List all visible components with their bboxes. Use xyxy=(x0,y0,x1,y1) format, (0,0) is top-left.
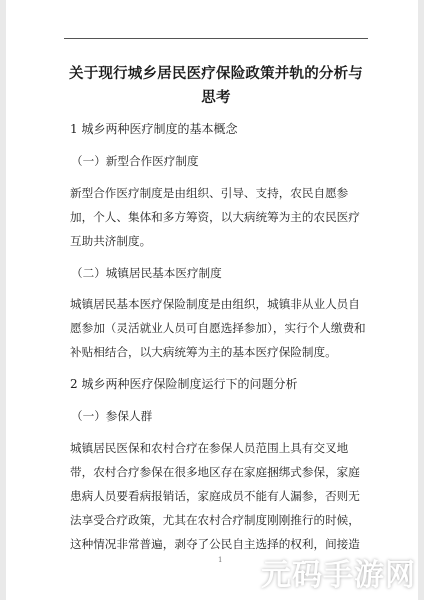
paragraph-line: 带，农村合疗参保在很多地区存在家庭捆绑式参保，家庭 xyxy=(70,465,360,479)
paragraph-line: 这种情况非常普遍，剥夺了公民自主选择的权利，间接造 xyxy=(70,537,360,551)
section-1-heading: 1 城乡两种医疗制度的基本概念 xyxy=(70,122,238,136)
section-2-paragraph-1 xyxy=(70,436,370,556)
paragraph-line: 补贴相结合，以大病统筹为主的基本医疗保险制度。 xyxy=(70,345,337,359)
section-2-subheading-1: （一）参保人群 xyxy=(71,409,153,423)
paragraph-line: 加，个人、集体和多方筹资，以大病统筹为主的农民医疗 xyxy=(70,210,360,224)
paragraph-line: 患病人员要看病报销话，家庭成员不能有人漏参，否则无 xyxy=(70,489,360,503)
page-number: 1 xyxy=(218,556,223,564)
section-1-paragraph-2 xyxy=(70,292,370,364)
section-1-subheading-2: （二）城镇居民基本医疗制度 xyxy=(71,266,222,280)
paragraph-line: 新型合作医疗制度是由组织、引导、支持，农民自愿参 xyxy=(70,186,349,200)
paragraph-line: 城镇居民基本医疗保险制度是由组织，城镇非从业人员自 xyxy=(70,297,360,311)
document-title xyxy=(66,62,366,110)
title-line-2: 思考 xyxy=(201,89,231,106)
section-2-heading: 2 城乡两种医疗保险制度运行下的问题分析 xyxy=(70,377,298,391)
paragraph-line: 城镇居民医保和农村合疗在参保人员范围上具有交叉地 xyxy=(70,441,349,455)
document-page xyxy=(6,0,418,600)
header-rule xyxy=(64,38,368,39)
paragraph-line: 愿参加（灵活就业人员可自愿选择参加），实行个人缴费和 xyxy=(70,321,366,335)
watermark-logo: 元码手游网 xyxy=(261,558,416,593)
section-1-paragraph-1 xyxy=(70,181,370,253)
title-line-1: 关于现行城乡居民医疗保险政策并轨的分析与 xyxy=(69,65,363,82)
paragraph-line: 法享受合疗政策，尤其在农村合疗制度刚刚推行的时候， xyxy=(70,513,360,527)
section-1-subheading-1: （一）新型合作医疗制度 xyxy=(71,154,199,168)
paragraph-line: 互助共济制度。 xyxy=(70,234,152,248)
